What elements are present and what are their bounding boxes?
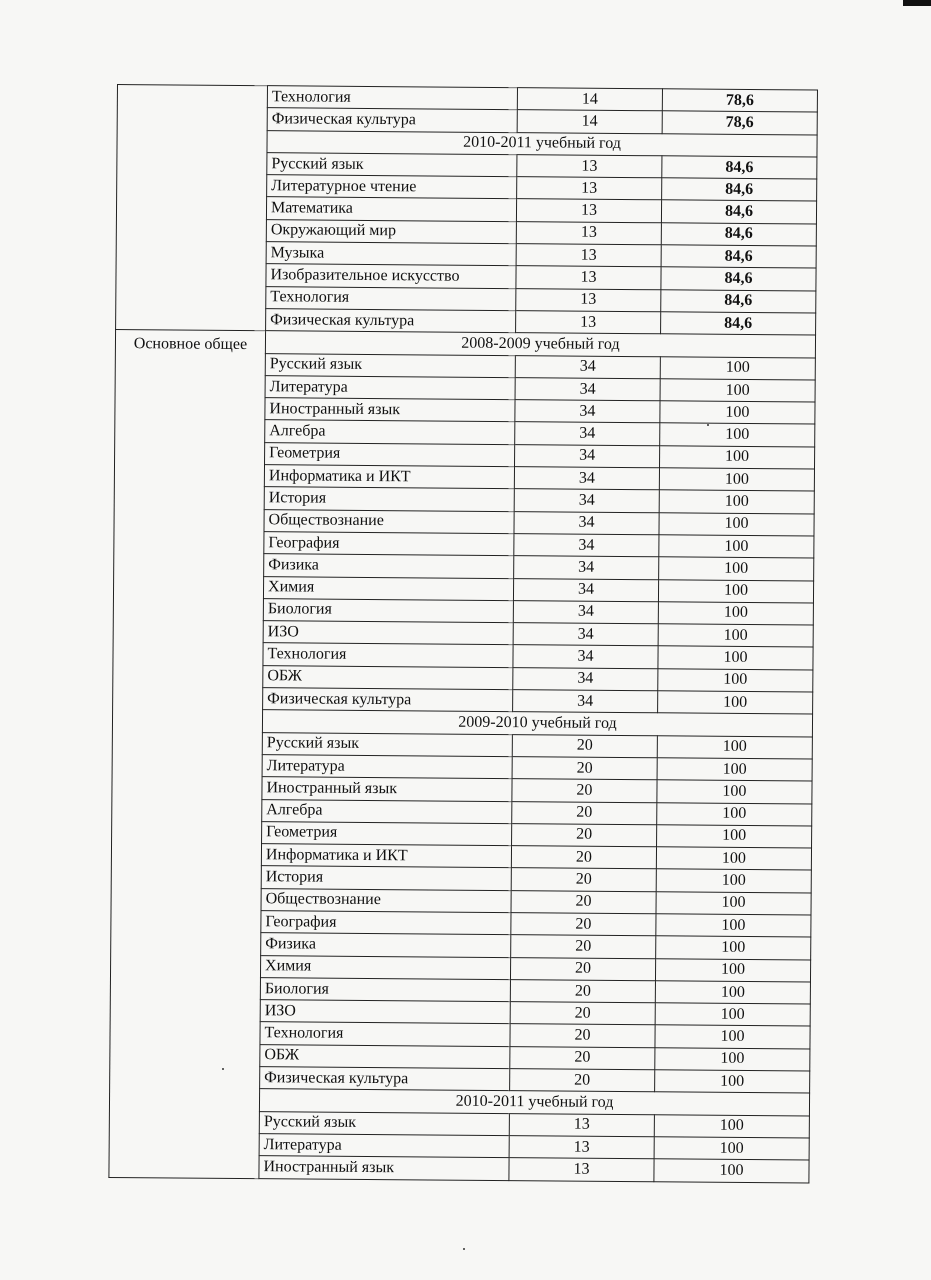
percent-cell: 100	[659, 512, 814, 536]
subject-cell: Окружающий мир	[266, 219, 516, 243]
student-count-cell: 34	[513, 667, 658, 690]
percent-cell: 84,6	[661, 267, 816, 291]
student-count-cell: 34	[514, 534, 659, 557]
subject-cell: Технология	[263, 643, 513, 667]
percent-cell: 84,6	[661, 289, 816, 313]
student-count-cell: 34	[514, 556, 659, 579]
student-count-cell: 20	[511, 846, 656, 869]
student-count-cell: 13	[509, 1158, 654, 1181]
subject-cell: Литература	[259, 1134, 509, 1158]
percent-cell: 100	[659, 557, 814, 581]
percent-cell: 84,6	[662, 178, 817, 202]
student-count-cell: 20	[510, 979, 655, 1002]
student-count-cell: 13	[516, 311, 661, 334]
subject-cell: Химия	[263, 576, 513, 600]
percent-cell: 100	[654, 1114, 809, 1138]
student-count-cell: 20	[511, 890, 656, 913]
percent-cell: 100	[657, 758, 812, 782]
percent-cell: 84,6	[661, 200, 816, 224]
percent-cell: 100	[658, 579, 813, 603]
subject-cell: Геометрия	[265, 442, 515, 466]
student-count-cell: 34	[513, 578, 658, 601]
student-count-cell: 34	[514, 467, 659, 490]
percent-cell: 100	[655, 1003, 810, 1027]
document-page	[108, 84, 817, 1183]
student-count-cell: 20	[510, 1024, 655, 1047]
student-count-cell: 13	[517, 177, 662, 200]
student-count-cell: 13	[516, 199, 661, 222]
subject-cell: История	[264, 487, 514, 511]
percent-cell: 78,6	[662, 111, 817, 135]
subject-cell: Информатика и ИКТ	[261, 844, 511, 868]
subject-cell: Иностранный язык	[265, 398, 515, 422]
percent-cell: 100	[654, 1159, 809, 1183]
subject-cell: Русский язык	[265, 353, 515, 377]
percent-cell: 100	[657, 802, 812, 826]
academic-year-header: 2008-2009 учебный год	[265, 331, 815, 358]
percent-cell: 100	[655, 958, 810, 982]
percent-cell: 100	[658, 668, 813, 692]
percent-cell: 84,6	[661, 223, 816, 247]
academic-year-header: 2009-2010 учебный год	[262, 710, 812, 737]
subject-cell: Обществознание	[264, 509, 514, 533]
table-row	[117, 85, 817, 113]
percent-cell: 100	[660, 423, 815, 447]
percent-cell: 78,6	[662, 89, 817, 113]
student-count-cell: 20	[510, 1046, 655, 1069]
subject-cell: Физика	[261, 933, 511, 957]
academic-year-header: 2010-2011 учебный год	[267, 130, 817, 157]
student-count-cell: 20	[510, 1002, 655, 1025]
student-count-cell: 13	[516, 266, 661, 289]
subject-cell: История	[261, 866, 511, 890]
subject-cell: Русский язык	[267, 153, 517, 177]
percent-cell: 100	[659, 535, 814, 559]
student-count-cell: 34	[514, 489, 659, 512]
percent-cell: 100	[656, 936, 811, 960]
percent-cell: 100	[660, 379, 815, 403]
subject-cell: ОБЖ	[260, 1044, 510, 1068]
subject-cell: Технология	[266, 286, 516, 310]
year-header-row	[115, 330, 815, 358]
subject-cell: Химия	[260, 955, 510, 979]
student-count-cell: 34	[515, 400, 660, 423]
subject-cell: Физическая культура	[267, 108, 517, 132]
percent-cell: 100	[659, 468, 814, 492]
percent-cell: 100	[660, 356, 815, 380]
student-count-cell: 20	[512, 757, 657, 780]
student-count-cell: 14	[517, 110, 662, 133]
percent-cell: 100	[656, 914, 811, 938]
percent-cell: 84,6	[661, 245, 816, 269]
student-count-cell: 34	[513, 623, 658, 646]
percent-cell: 100	[655, 1070, 810, 1094]
subject-cell: География	[261, 911, 511, 935]
student-count-cell: 34	[513, 690, 658, 713]
education-level-cell: Основное общее	[109, 330, 266, 1178]
student-count-cell: 20	[511, 935, 656, 958]
percent-cell: 100	[658, 602, 813, 626]
percent-cell: 100	[656, 891, 811, 915]
student-count-cell: 20	[512, 734, 657, 757]
percent-cell: 100	[658, 691, 813, 715]
percent-cell: 100	[655, 1025, 810, 1049]
student-count-cell: 13	[517, 155, 662, 178]
results-table-body	[109, 85, 818, 1183]
subject-cell: Литература	[265, 376, 515, 400]
percent-cell: 100	[658, 646, 813, 670]
subject-cell: Технология	[260, 1022, 510, 1046]
student-count-cell: 20	[510, 957, 655, 980]
student-count-cell: 34	[515, 444, 660, 467]
subject-cell: Физическая культура	[266, 309, 516, 333]
percent-cell: 100	[658, 624, 813, 648]
percent-cell: 100	[655, 1048, 810, 1072]
student-count-cell: 20	[512, 823, 657, 846]
student-count-cell: 20	[512, 779, 657, 802]
subject-cell: ИЗО	[260, 1000, 510, 1024]
percent-cell: 84,6	[662, 156, 817, 180]
student-count-cell: 20	[512, 801, 657, 824]
percent-cell: 100	[657, 780, 812, 804]
subject-cell: Изобразительное искусство	[266, 264, 516, 288]
percent-cell: 100	[657, 735, 812, 759]
percent-cell: 100	[654, 1137, 809, 1161]
student-count-cell: 34	[515, 377, 660, 400]
percent-cell: 100	[656, 869, 811, 893]
subject-cell: Иностранный язык	[259, 1156, 509, 1180]
subject-cell: Музыка	[266, 242, 516, 266]
percent-cell: 100	[655, 981, 810, 1005]
subject-cell: Физическая культура	[263, 688, 513, 712]
subject-cell: Биология	[263, 598, 513, 622]
subject-cell: Русский язык	[259, 1111, 509, 1135]
student-count-cell: 13	[516, 221, 661, 244]
subject-cell: Русский язык	[262, 732, 512, 756]
student-count-cell: 14	[517, 88, 662, 111]
student-count-cell: 34	[513, 645, 658, 668]
subject-cell: Математика	[266, 197, 516, 221]
subject-cell: Алгебра	[262, 799, 512, 823]
subject-cell: Физическая культура	[260, 1067, 510, 1091]
subject-cell: Информатика и ИКТ	[264, 465, 514, 489]
student-count-cell: 20	[511, 913, 656, 936]
results-table	[108, 84, 818, 1183]
percent-cell: 100	[656, 847, 811, 871]
percent-cell: 100	[657, 825, 812, 849]
education-level-cell	[116, 85, 268, 331]
subject-cell: Обществознание	[261, 888, 511, 912]
subject-cell: ИЗО	[263, 621, 513, 645]
student-count-cell: 34	[513, 600, 658, 623]
subject-cell: Иностранный язык	[262, 777, 512, 801]
subject-cell: Технология	[267, 86, 517, 110]
student-count-cell: 34	[515, 355, 660, 378]
academic-year-header: 2010-2011 учебный год	[259, 1089, 809, 1116]
student-count-cell: 34	[515, 422, 660, 445]
student-count-cell: 34	[514, 511, 659, 534]
percent-cell: 100	[660, 446, 815, 470]
subject-cell: Геометрия	[262, 821, 512, 845]
subject-cell: Литература	[262, 755, 512, 779]
percent-cell: 84,6	[661, 312, 816, 336]
percent-cell: 100	[660, 401, 815, 425]
student-count-cell: 20	[511, 868, 656, 891]
subject-cell: География	[264, 532, 514, 556]
student-count-cell: 13	[516, 288, 661, 311]
subject-cell: Физика	[264, 554, 514, 578]
student-count-cell: 13	[516, 244, 661, 267]
student-count-cell: 20	[510, 1069, 655, 1092]
subject-cell: ОБЖ	[263, 665, 513, 689]
scan-corner-mark	[903, 0, 931, 6]
subject-cell: Алгебра	[265, 420, 515, 444]
student-count-cell: 13	[509, 1136, 654, 1159]
scan-speck	[463, 1248, 465, 1250]
student-count-cell: 13	[509, 1113, 654, 1136]
subject-cell: Литературное чтение	[267, 175, 517, 199]
percent-cell: 100	[659, 490, 814, 514]
subject-cell: Биология	[260, 978, 510, 1002]
